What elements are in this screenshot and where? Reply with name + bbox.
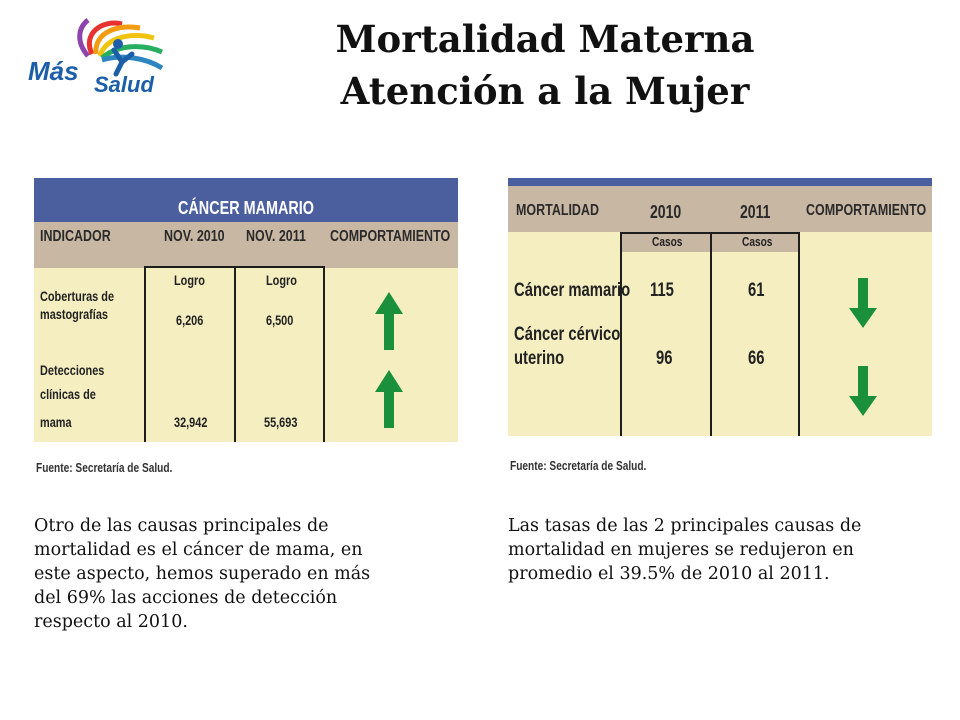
table-top-bar [508, 178, 932, 186]
row-2-label-line-3: mama [40, 414, 72, 430]
row-2-label-line-1: Detecciones [40, 362, 105, 378]
sub-header-casos-2011: Casos [742, 234, 773, 249]
logo-word-salud: Salud [94, 72, 154, 97]
page-title-line-2: Atención a la Mujer [340, 69, 750, 113]
left-paragraph-line: Otro de las causas principales de [34, 516, 329, 536]
row-2-value-2010: 96 [656, 348, 673, 369]
arrow-up-icon [374, 368, 404, 430]
table-caption: CÁNCER MAMARIO [178, 198, 314, 218]
row-1-value-2011: 61 [748, 280, 765, 301]
header-nov-2011: NOV. 2011 [246, 228, 306, 245]
row-2-label-line-1: Cáncer cérvico [514, 324, 621, 345]
row-1-label-line-1: Coberturas de [40, 288, 115, 304]
right-paragraph [508, 514, 938, 586]
header-2010: 2010 [650, 202, 682, 222]
table-source-note: Fuente: Secretaría de Salud. [36, 460, 173, 475]
col-rule-2 [710, 232, 712, 436]
header-indicator: INDICADOR [40, 228, 111, 245]
header-behavior: COMPORTAMIENTO [330, 228, 451, 245]
row-1-value-2010: 6,206 [176, 312, 204, 328]
table-caption-bar [34, 178, 458, 222]
header-mortalidad: MORTALIDAD [516, 202, 599, 219]
left-paragraph-line: respecto al 2010. [34, 612, 188, 632]
left-paragraph-line: del 69% las acciones de detección [34, 588, 338, 608]
row-2-label-line-2: clínicas de [40, 386, 96, 402]
row-2-value-2011: 55,693 [264, 414, 298, 430]
col-rule-3 [323, 266, 325, 442]
header-nov-2010: NOV. 2010 [164, 228, 225, 245]
left-paragraph [34, 514, 454, 634]
breast-cancer-table [34, 178, 458, 488]
mortality-table [508, 178, 932, 478]
page-title-line-1: Mortalidad Materna [335, 17, 755, 61]
right-paragraph-line: Las tasas de las 2 principales causas de [508, 516, 862, 536]
col-rule-1 [144, 266, 146, 442]
sub-header-casos-2010: Casos [652, 234, 683, 249]
mas-salud-logo [22, 14, 172, 100]
row-1-value-2011: 6,500 [266, 312, 294, 328]
row-2-label-line-2: uterino [514, 348, 565, 369]
left-paragraph-line: mortalidad es el cáncer de mama, en [34, 540, 363, 560]
row-1-label: Cáncer mamario [514, 280, 631, 301]
col-rule-3 [798, 232, 800, 436]
row-1-label-line-2: mastografías [40, 306, 108, 322]
logo-word-mas: Más [28, 56, 79, 86]
col-rule-2 [234, 266, 236, 442]
row-1-value-2010: 115 [650, 280, 674, 301]
sub-header-logro-2010: Logro [174, 272, 205, 288]
row-2-value-2010: 32,942 [174, 414, 208, 430]
header-behavior: COMPORTAMIENTO [806, 202, 927, 219]
arrow-down-icon [848, 364, 878, 418]
row-2-value-2011: 66 [748, 348, 765, 369]
header-2011: 2011 [740, 202, 771, 222]
table-source-note: Fuente: Secretaría de Salud. [510, 458, 647, 473]
arrow-down-icon [848, 276, 878, 330]
left-paragraph-line: este aspecto, hemos superado en más [34, 564, 371, 584]
right-paragraph-line: mortalidad en mujeres se redujeron en [508, 540, 854, 560]
sub-header-logro-2011: Logro [266, 272, 297, 288]
arrow-up-icon [374, 290, 404, 352]
right-paragraph-line: promedio el 39.5% de 2010 al 2011. [508, 564, 830, 584]
